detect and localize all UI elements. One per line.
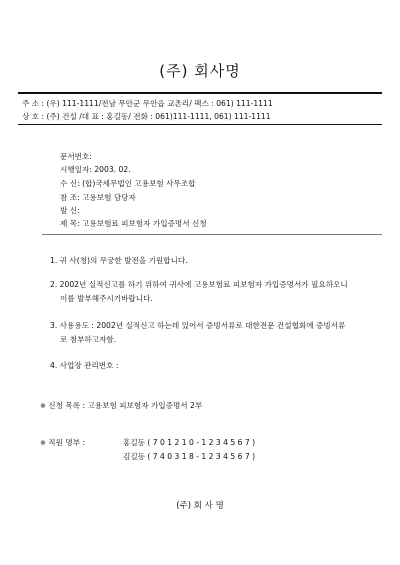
sender-row [60, 205, 80, 216]
recipient-row [60, 178, 196, 189]
paragraph-3-line-2: 로 첨부하고자함. [60, 335, 117, 344]
application-list-value: 고용보험 피보험자 가입증명서 2부 [87, 401, 203, 410]
subject-row [60, 218, 207, 229]
doc-number-label: 문서번호: [60, 152, 92, 161]
reference-mark-icon: ※ [40, 402, 46, 410]
reference-value: 고용보험 담당자 [82, 193, 136, 202]
date-row [60, 164, 131, 175]
application-list-row [40, 400, 202, 411]
staff-entry-2: 김길동 ( 7 4 0 3 1 8 - 1 2 3 4 5 6 7 ) [123, 452, 256, 461]
footer-company-name: (주) 회 사 명 [176, 501, 224, 511]
reference-mark-icon: ※ [40, 439, 46, 447]
subject-value: 고용보험료 피보험자 가입증명서 신청 [82, 219, 207, 228]
paragraph-1: 1. 귀 사(청)의 무궁한 발전을 기원합니다. [50, 256, 188, 265]
header-bottom-rule [18, 124, 382, 125]
doc-number-row [60, 151, 92, 162]
recipient-value: (합)국세무법인 고용보험 사무조합 [82, 179, 196, 188]
date-label: 시행일자: [60, 165, 92, 174]
reference-row [60, 192, 136, 203]
staff-list-row [40, 437, 85, 448]
sender-label: 발 신: [60, 206, 80, 215]
meta-divider [42, 234, 382, 235]
paragraph-2-line-1: 2. 2002년 실적신고를 하기 위하여 귀사에 고용보험료 피보험자 가입증명서가 필요하오니 [50, 280, 348, 289]
company-title: (주) 회사명 [159, 62, 241, 80]
address-line: 주 소 : (우) 111-1111/전남 무안군 무안읍 교촌리/ 팩스 : 061) 111-1111 [22, 99, 273, 108]
header-top-rule [18, 92, 382, 94]
recipient-label: 수 신: [60, 179, 80, 188]
paragraph-2-line-2: 이를 발부해주시기바랍니다. [60, 294, 153, 303]
paragraph-3-line-1: 3. 사용용도 : 2002년 실적신고 하는데 있어서 증빙서류로 대한전문 건설협회에 증빙서류 [50, 321, 346, 330]
staff-list-label: 직원 명부 : [48, 438, 86, 447]
reference-label: 참 조: [60, 193, 80, 202]
date-value: 2003. 02. [94, 165, 131, 174]
paragraph-4: 4. 사업장 관리번호 : [50, 361, 119, 370]
application-list-label: 신청 목록 : [48, 401, 86, 410]
company-info-line: 상 호 : (주) 건설 /대 표 : 홍길동/ 전화 : 061)111-1111, 061) 111-1111 [22, 112, 271, 121]
staff-entry-1: 홍길동 ( 7 0 1 2 1 0 - 1 2 3 4 5 6 7 ) [123, 438, 256, 447]
subject-label: 제 목: [60, 219, 80, 228]
